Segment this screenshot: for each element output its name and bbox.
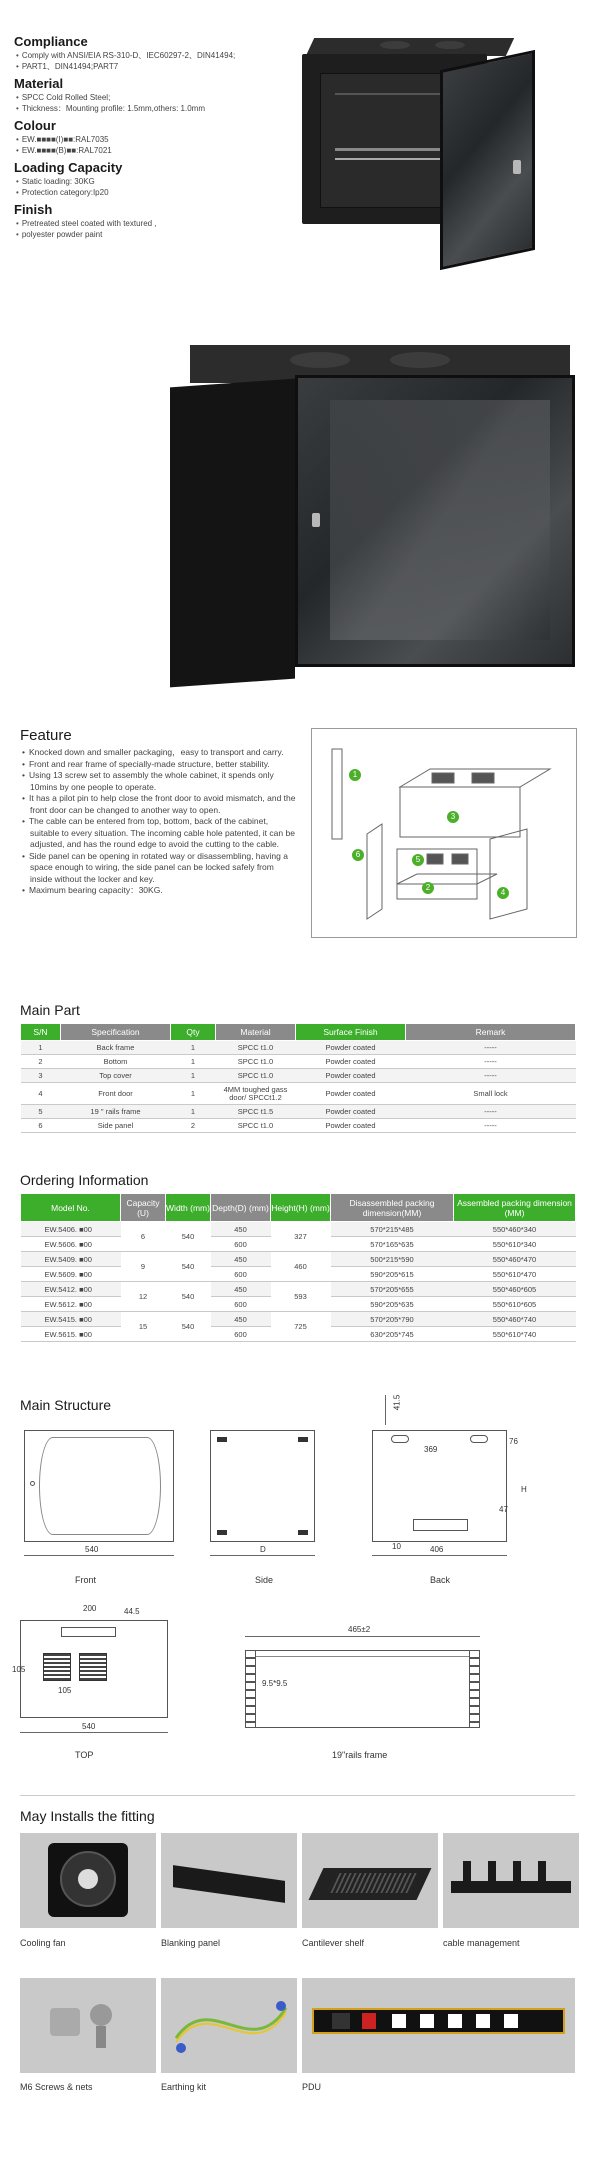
- model-cell: EW.5415. ■00: [21, 1312, 121, 1327]
- back-height-dim: H: [521, 1485, 527, 1494]
- callout-6: 6: [352, 849, 364, 861]
- side-label: Side: [255, 1575, 274, 1585]
- table-row: [21, 1282, 576, 1297]
- cell: 1: [21, 1041, 61, 1055]
- cell: 550*610*740: [454, 1327, 576, 1342]
- cell: 6: [21, 1119, 61, 1133]
- back-h2-dim: 76: [509, 1437, 518, 1446]
- cantilever-shelf-label: Cantilever shelf: [302, 1938, 365, 1948]
- table-row: [21, 1069, 576, 1083]
- blanking-panel-image: [161, 1833, 297, 1928]
- back-inner-width-dim: 369: [424, 1445, 438, 1454]
- col-disassembled: Disassembled packing dimension(MM): [331, 1194, 454, 1222]
- cell: -----: [406, 1055, 576, 1069]
- cabinet-large-image: [170, 345, 580, 685]
- earthing-kit-drawing: [161, 1978, 297, 2073]
- material-line: • SPCC Cold Rolled Steel;: [14, 92, 294, 103]
- cell: -----: [406, 1119, 576, 1133]
- table-row: [21, 1055, 576, 1069]
- front-label: Front: [75, 1575, 97, 1585]
- table-row: [21, 1119, 576, 1133]
- rails-width-dim: 465±2: [348, 1625, 371, 1634]
- cell: 1: [171, 1083, 216, 1105]
- side-depth-dim: D: [260, 1545, 266, 1554]
- feature-item: • Knocked down and smaller packaging，easy to transport and carry.: [22, 747, 297, 759]
- cell: 593: [271, 1282, 331, 1312]
- cell: 6: [121, 1222, 166, 1252]
- cell: -----: [406, 1041, 576, 1055]
- back-h3-dim: 47: [499, 1505, 508, 1514]
- material-heading: Material: [14, 76, 64, 91]
- cell: -----: [406, 1069, 576, 1083]
- col-assembled: Assembled packing dimension (MM): [454, 1194, 576, 1222]
- cell: 450: [211, 1282, 271, 1297]
- feature-item: • Using 13 screw set to assembly the whole cabinet, it spends only 10mins by one people to operate.: [22, 770, 297, 793]
- cell: 540: [166, 1252, 211, 1282]
- top-w1-dim: 200: [83, 1604, 97, 1613]
- cell: 1: [171, 1041, 216, 1055]
- finish-line: • Pretreated steel coated with textured ,: [14, 218, 294, 229]
- cell: Bottom: [61, 1055, 171, 1069]
- cell: 3: [21, 1069, 61, 1083]
- feature-item: • The cable can be entered from top, bottom, back of the cabinet, suitable to every situation. The incoming cable hole patented, it can be adjusted, and has the round edge to avoid the cutting to the cable.: [22, 816, 297, 851]
- cell: SPCC t1.5: [216, 1105, 296, 1119]
- cable-management-label: cable management: [443, 1938, 520, 1948]
- back-width-dim: 406: [430, 1545, 444, 1554]
- cell: 327: [271, 1222, 331, 1252]
- compliance-line: • Comply with ANSI/EIA RS-310-D、IEC60297-2、DIN41494;: [14, 50, 294, 61]
- blanking-panel-label: Blanking panel: [161, 1938, 221, 1948]
- cell: 550*610*470: [454, 1267, 576, 1282]
- callout-1: 1: [349, 769, 361, 781]
- ordering-table: [20, 1193, 576, 1342]
- cell: 570*205*790: [331, 1312, 454, 1327]
- cell: 450: [211, 1222, 271, 1237]
- cell: Powder coated: [296, 1105, 406, 1119]
- earthing-kit-label: Earthing kit: [161, 2082, 207, 2092]
- cell: 600: [211, 1237, 271, 1252]
- loading-heading: Loading Capacity: [14, 160, 123, 175]
- cell: 540: [166, 1312, 211, 1342]
- col-model: Model No.: [21, 1194, 121, 1222]
- callout-5: 5: [412, 854, 424, 866]
- side-drawing: [210, 1430, 315, 1542]
- feature-item: • It has a pilot pin to help close the front door to avoid mismatch, and the front door can be changed to another way to open.: [22, 793, 297, 816]
- cell: 450: [211, 1252, 271, 1267]
- table-row: [21, 1041, 576, 1055]
- col-remark: Remark: [406, 1024, 576, 1041]
- pdu-image: [302, 1978, 575, 2073]
- rails-label: 19"rails frame: [332, 1750, 388, 1760]
- cell: 570*215*485: [331, 1222, 454, 1237]
- cell: 600: [211, 1297, 271, 1312]
- model-cell: EW.5406. ■00: [21, 1222, 121, 1237]
- col-width: Width (mm): [166, 1194, 211, 1222]
- cell: 570*205*655: [331, 1282, 454, 1297]
- cell: 550*460*740: [454, 1312, 576, 1327]
- callout-3: 3: [447, 811, 459, 823]
- cantilever-shelf-image: [302, 1833, 438, 1928]
- col-sn: S/N: [21, 1024, 61, 1041]
- top-label: TOP: [75, 1750, 94, 1760]
- cell: 1: [171, 1105, 216, 1119]
- cell: 9: [121, 1252, 166, 1282]
- table-row: [21, 1222, 576, 1237]
- cell: 590*205*615: [331, 1267, 454, 1282]
- cell: 450: [211, 1312, 271, 1327]
- cell: 500*215*590: [331, 1252, 454, 1267]
- cell: 1: [171, 1069, 216, 1083]
- cell: Powder coated: [296, 1055, 406, 1069]
- feature-item: • Front and rear frame of specially-made structure, better stability.: [22, 759, 297, 771]
- cell: 600: [211, 1327, 271, 1342]
- earthing-kit-image: [161, 1978, 297, 2073]
- cell: 590*205*635: [331, 1297, 454, 1312]
- cell: 570*165*635: [331, 1237, 454, 1252]
- loading-line: • Static loading: 30KG: [14, 176, 294, 187]
- cell: SPCC t1.0: [216, 1119, 296, 1133]
- finish-line: • polyester powder paint: [14, 229, 294, 240]
- ordering-title: Ordering Information: [20, 1172, 149, 1188]
- rails-drawing: [245, 1650, 480, 1728]
- cell: 540: [166, 1282, 211, 1312]
- cell: 12: [121, 1282, 166, 1312]
- cell: 460: [271, 1252, 331, 1282]
- model-cell: EW.5412. ■00: [21, 1282, 121, 1297]
- col-depth: Depth(D) (mm): [211, 1194, 271, 1222]
- finish-heading: Finish: [14, 202, 53, 217]
- cell: 550*610*605: [454, 1297, 576, 1312]
- cell: Powder coated: [296, 1041, 406, 1055]
- cell: SPCC t1.0: [216, 1055, 296, 1069]
- table-row: [21, 1105, 576, 1119]
- exploded-view-drawing: [312, 729, 576, 937]
- top-fan2-dim: 105: [58, 1686, 72, 1695]
- cell: SPCC t1.0: [216, 1041, 296, 1055]
- main-part-title: Main Part: [20, 1002, 80, 1018]
- col-material: Material: [216, 1024, 296, 1041]
- cell: 2: [21, 1055, 61, 1069]
- col-spec: Specification: [61, 1024, 171, 1041]
- fittings-title: May Installs the fitting: [20, 1808, 155, 1824]
- colour-heading: Colour: [14, 118, 56, 133]
- model-cell: EW.5612. ■00: [21, 1297, 121, 1312]
- material-line: • Thickness：Mounting profile: 1.5mm,others: 1.0mm: [14, 103, 294, 114]
- model-cell: EW.5409. ■00: [21, 1252, 121, 1267]
- cooling-fan-image: [20, 1833, 156, 1928]
- cell: 550*460*340: [454, 1222, 576, 1237]
- top-width-dim: 540: [82, 1722, 96, 1731]
- back-label: Back: [430, 1575, 451, 1585]
- cell: 4MM toughed gass door/ SPCCt1.2: [216, 1083, 296, 1105]
- pdu-label: PDU: [302, 2082, 322, 2092]
- compliance-heading: Compliance: [14, 34, 88, 49]
- screws-label: M6 Screws & nets: [20, 2082, 93, 2092]
- cell: Back frame: [61, 1041, 171, 1055]
- feature-title: Feature: [20, 727, 72, 744]
- cell: 4: [21, 1083, 61, 1105]
- model-cell: EW.5606. ■00: [21, 1237, 121, 1252]
- model-cell: EW.5609. ■00: [21, 1267, 121, 1282]
- table-row: [21, 1312, 576, 1327]
- cell: 550*610*340: [454, 1237, 576, 1252]
- cell: Front door: [61, 1083, 171, 1105]
- cell: Side panel: [61, 1119, 171, 1133]
- rails-hole-dim: 9.5*9.5: [262, 1679, 288, 1688]
- cell: Small lock: [406, 1083, 576, 1105]
- cell: 19 " rails frame: [61, 1105, 171, 1119]
- col-finish: Surface Finish: [296, 1024, 406, 1041]
- main-part-table: [20, 1023, 576, 1133]
- callout-4: 4: [497, 887, 509, 899]
- feature-item: • Side panel can be opening in rotated way or disassembling, having a space enough to wiring, the side panel can be locked safely from inside without the locker and key.: [22, 851, 297, 886]
- col-height: Height(H) (mm): [271, 1194, 331, 1222]
- front-drawing: [24, 1430, 174, 1542]
- cell: 600: [211, 1267, 271, 1282]
- cell: -----: [406, 1105, 576, 1119]
- cell: Powder coated: [296, 1119, 406, 1133]
- cable-management-image: [443, 1833, 579, 1928]
- callout-2: 2: [422, 882, 434, 894]
- cooling-fan-label: Cooling fan: [20, 1938, 66, 1948]
- feature-list: [22, 747, 297, 897]
- screws-image: [20, 1978, 156, 2073]
- model-cell: EW.5615. ■00: [21, 1327, 121, 1342]
- feature-item: • Maximum bearing capacity：30KG.: [22, 885, 297, 897]
- cell: 2: [171, 1119, 216, 1133]
- structure-title: Main Structure: [20, 1397, 112, 1413]
- table-row: [21, 1083, 576, 1105]
- cell: 550*460*605: [454, 1282, 576, 1297]
- loading-line: • Protection category:Ip20: [14, 187, 294, 198]
- back-hole-dim: 10: [392, 1542, 401, 1551]
- cabinet-small-image: [300, 38, 580, 273]
- back-drawing: [372, 1430, 507, 1542]
- cell: 630*205*745: [331, 1327, 454, 1342]
- cell: 550*460*470: [454, 1252, 576, 1267]
- front-width-dim: 540: [85, 1545, 99, 1554]
- cell: 5: [21, 1105, 61, 1119]
- cell: Powder coated: [296, 1083, 406, 1105]
- top-fan-dim: 105: [12, 1665, 26, 1674]
- col-capacity: Capacity (U): [121, 1194, 166, 1222]
- cell: 540: [166, 1222, 211, 1252]
- compliance-line: • PART1、DIN41494;PART7: [14, 61, 294, 72]
- colour-line: • EW.■■■■(B)■■:RAL7021: [14, 145, 294, 156]
- spec-list: [14, 30, 294, 240]
- back-top-dim: 41.5: [392, 1394, 402, 1411]
- colour-line: • EW.■■■■(I)■■:RAL7035: [14, 134, 294, 145]
- cell: Top cover: [61, 1069, 171, 1083]
- cell: 1: [171, 1055, 216, 1069]
- cell: 15: [121, 1312, 166, 1342]
- col-qty: Qty: [171, 1024, 216, 1041]
- exploded-view-diagram: [311, 728, 577, 938]
- top-drawing: [20, 1620, 168, 1718]
- cell: Powder coated: [296, 1069, 406, 1083]
- table-row: [21, 1252, 576, 1267]
- cell: 725: [271, 1312, 331, 1342]
- cell: SPCC t1.0: [216, 1069, 296, 1083]
- top-h1-dim: 44.5: [124, 1607, 140, 1616]
